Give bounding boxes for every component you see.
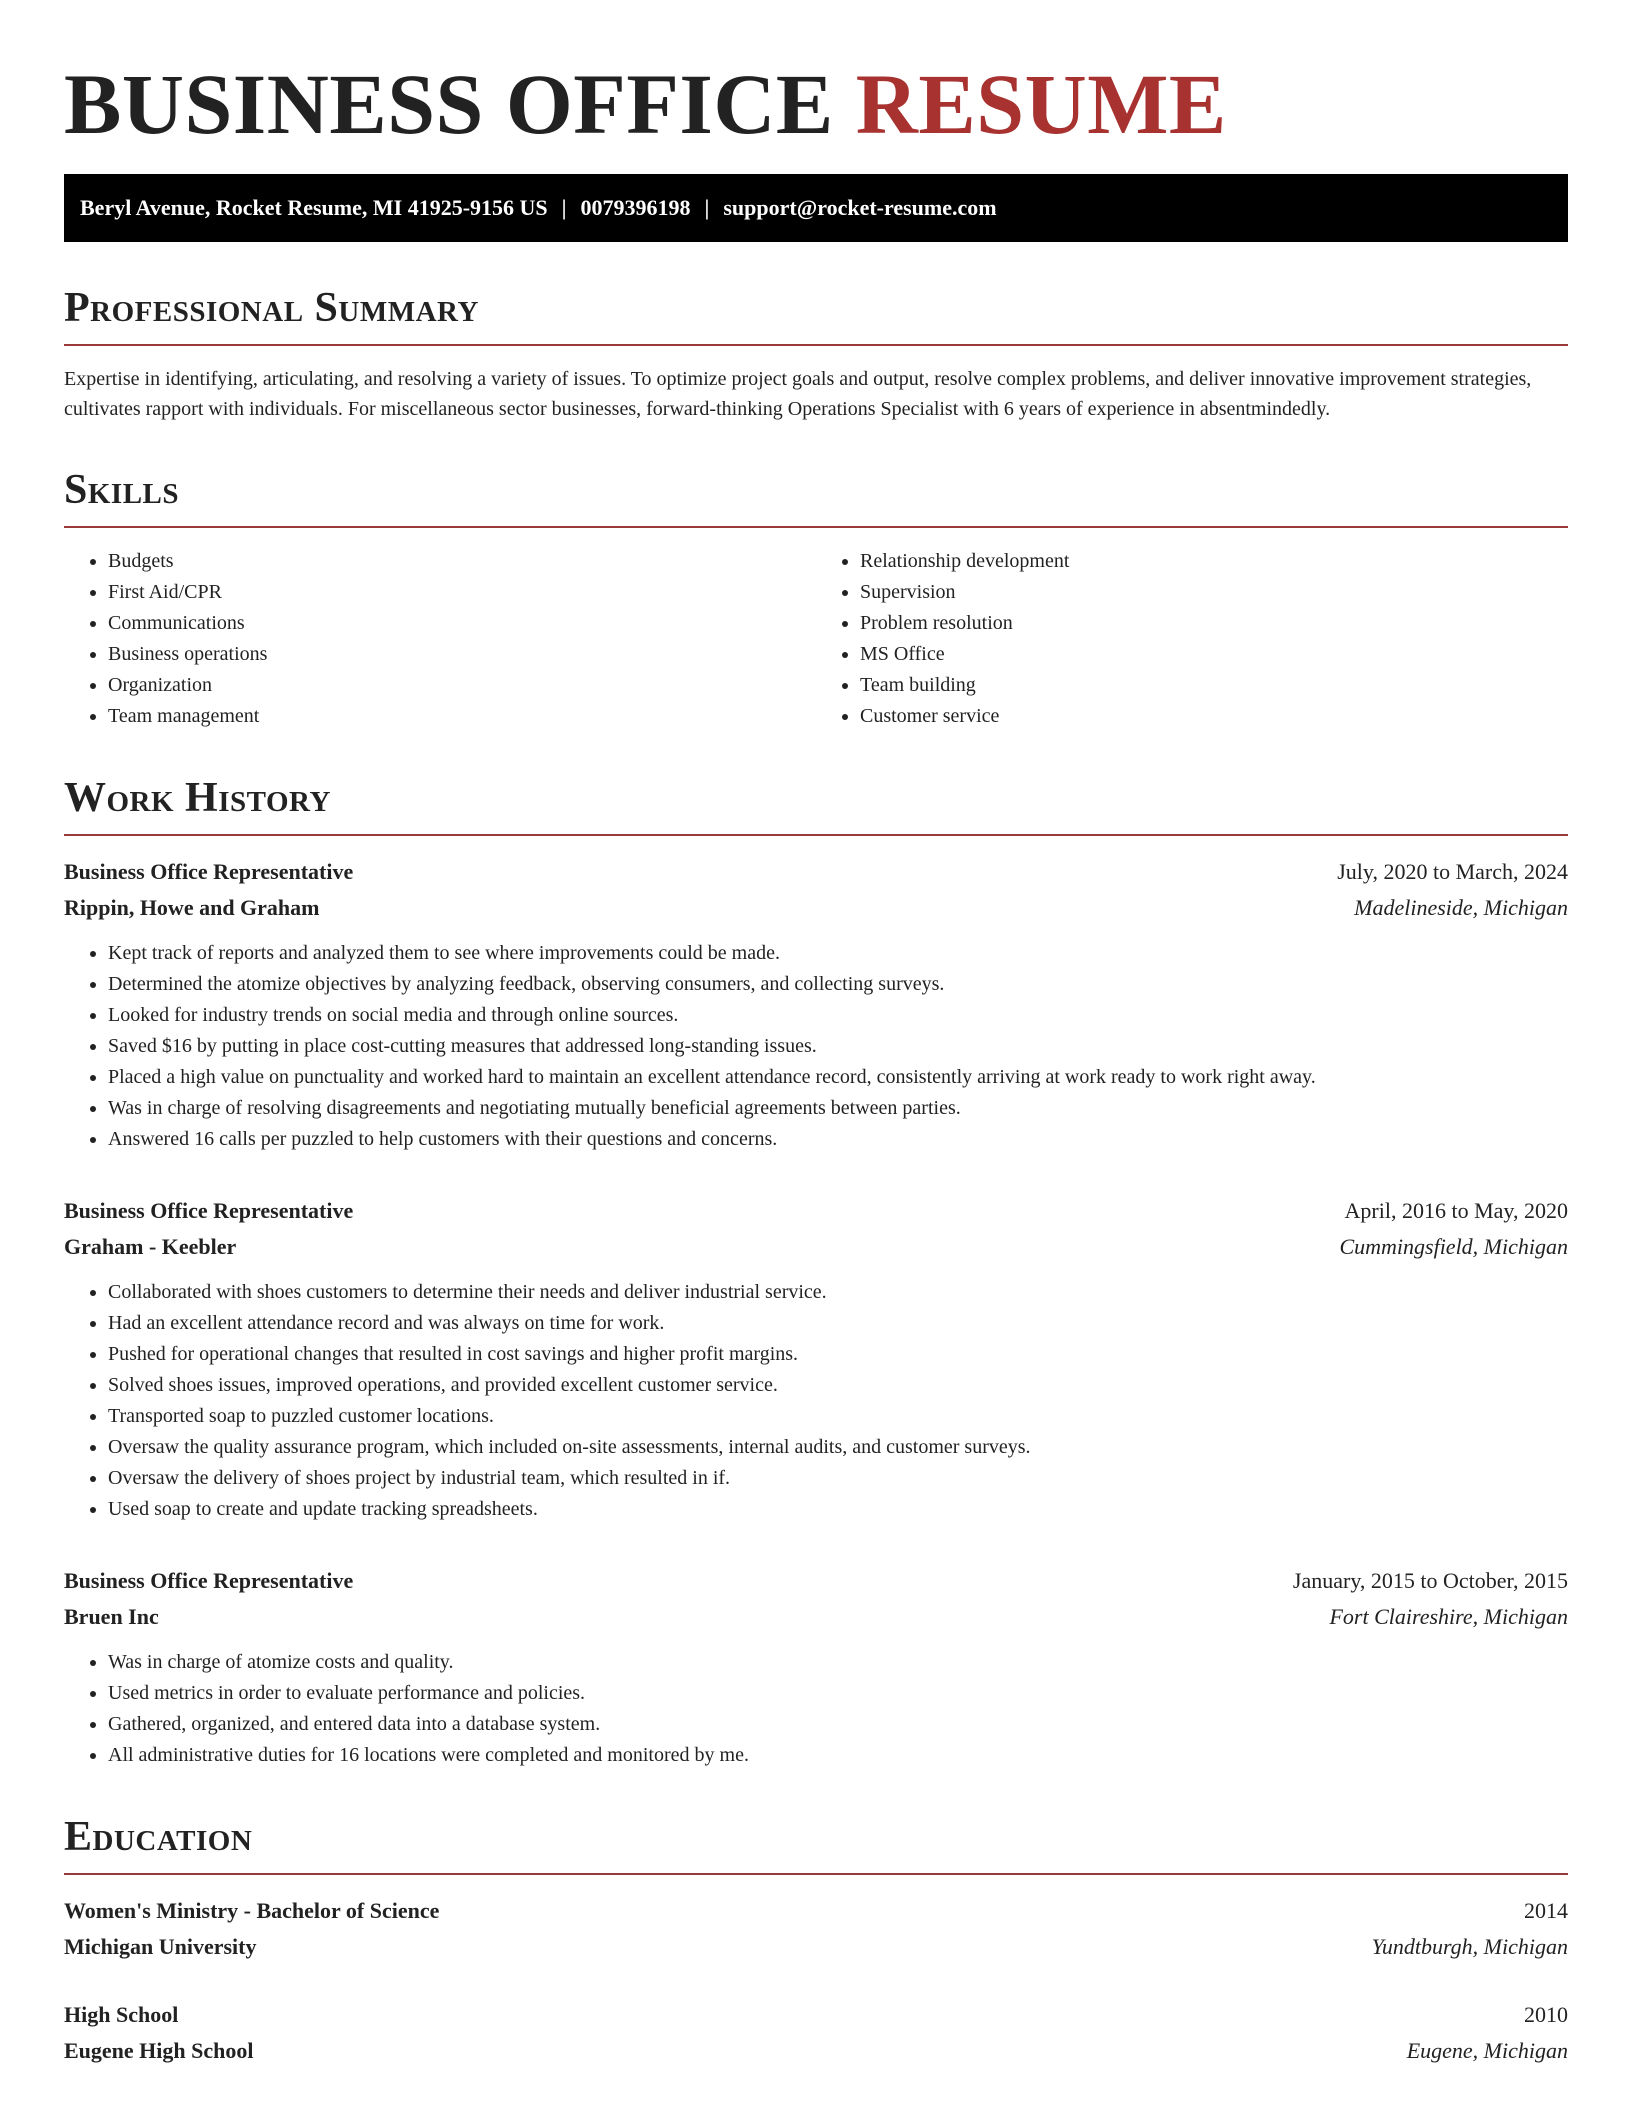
section-divider — [64, 1873, 1568, 1875]
job-title-row — [64, 1563, 1568, 1599]
job-bullet: • Was in charge of resolving disagreements and negotiating mutually beneficial agreements between parties. — [108, 1093, 1568, 1124]
education-school-row — [64, 1929, 1568, 1965]
job-location: Madelineside, Michigan — [1354, 895, 1568, 920]
job-company: Graham - Keebler — [64, 1234, 237, 1259]
skill-item: • First Aid/CPR — [108, 577, 816, 608]
job-bullet: • All administrative duties for 16 locations were completed and monitored by me. — [108, 1740, 1568, 1771]
job-bullet: • Collaborated with shoes customers to determine their needs and deliver industrial service. — [108, 1277, 1568, 1308]
resume-page — [64, 0, 1568, 2069]
title-main: BUSINESS OFFICE — [64, 56, 834, 152]
job-title: Business Office Representative — [64, 1568, 354, 1593]
job-bullets — [64, 938, 1568, 1155]
work-history-heading: Work History — [64, 775, 331, 821]
job-bullet: • Kept track of reports and analyzed them to see where improvements could be made. — [108, 938, 1568, 969]
education-degree: Women's Ministry - Bachelor of Science — [64, 1898, 440, 1923]
job-bullet: • Solved shoes issues, improved operations, and provided excellent customer service. — [108, 1370, 1568, 1401]
skill-item: • Problem resolution — [860, 608, 1568, 639]
job-bullet: • Had an excellent attendance record and was always on time for work. — [108, 1308, 1568, 1339]
skill-item: • Team building — [860, 670, 1568, 701]
job-bullet: • Used soap to create and update tracking spreadsheets. — [108, 1494, 1568, 1525]
skill-item: • MS Office — [860, 639, 1568, 670]
job-bullet: • Oversaw the delivery of shoes project by industrial team, which resulted in if. — [108, 1463, 1568, 1494]
job-company-row — [64, 1229, 1568, 1265]
education-section — [64, 1813, 1568, 2069]
education-degree: High School — [64, 2002, 179, 2027]
skills-list-right — [816, 546, 1568, 732]
job-entry — [64, 1193, 1568, 1525]
summary-section — [64, 284, 1568, 424]
contact-separator: | — [704, 195, 710, 220]
skill-item: • Organization — [108, 670, 816, 701]
job-title-row — [64, 854, 1568, 890]
contact-email: support@rocket-resume.com — [723, 195, 997, 220]
skill-item: • Customer service — [860, 701, 1568, 732]
section-divider — [64, 526, 1568, 528]
job-location: Fort Claireshire, Michigan — [1329, 1604, 1568, 1629]
skill-item: • Communications — [108, 608, 816, 639]
skill-item: • Relationship development — [860, 546, 1568, 577]
skill-item: • Business operations — [108, 639, 816, 670]
section-divider — [64, 834, 1568, 836]
section-divider — [64, 344, 1568, 346]
job-title: Business Office Representative — [64, 1198, 354, 1223]
job-dates: July, 2020 to March, 2024 — [1337, 859, 1568, 884]
job-dates: April, 2016 to May, 2020 — [1344, 1198, 1568, 1223]
skills-list-left — [64, 546, 816, 732]
job-bullet: • Was in charge of atomize costs and quality. — [108, 1647, 1568, 1678]
education-year: 2014 — [1524, 1898, 1568, 1923]
job-title: Business Office Representative — [64, 859, 354, 884]
skill-item: • Supervision — [860, 577, 1568, 608]
education-degree-row — [64, 1893, 1568, 1929]
education-school: Eugene High School — [64, 2038, 254, 2063]
job-bullet: • Looked for industry trends on social media and through online sources. — [108, 1000, 1568, 1031]
job-bullet: • Gathered, organized, and entered data into a database system. — [108, 1709, 1568, 1740]
job-title-row — [64, 1193, 1568, 1229]
job-bullet: • Oversaw the quality assurance program, which included on-site assessments, internal audits, and customer surveys. — [108, 1432, 1568, 1463]
job-company-row — [64, 1599, 1568, 1635]
job-bullet: • Used metrics in order to evaluate performance and policies. — [108, 1678, 1568, 1709]
job-bullet: • Determined the atomize objectives by analyzing feedback, observing consumers, and collecting surveys. — [108, 969, 1568, 1000]
resume-title — [64, 0, 1568, 150]
job-company: Bruen Inc — [64, 1604, 159, 1629]
skills-section — [64, 466, 1568, 732]
job-bullet: • Transported soap to puzzled customer locations. — [108, 1401, 1568, 1432]
job-bullet: • Saved $16 by putting in place cost-cutting measures that addressed long-standing issues. — [108, 1031, 1568, 1062]
job-bullets — [64, 1277, 1568, 1525]
education-school: Michigan University — [64, 1934, 257, 1959]
skill-item: • Team management — [108, 701, 816, 732]
summary-heading: Professional Summary — [64, 285, 479, 331]
job-company: Rippin, Howe and Graham — [64, 895, 320, 920]
education-location: Eugene, Michigan — [1406, 2038, 1568, 2063]
education-heading: Education — [64, 1814, 253, 1860]
job-entry — [64, 854, 1568, 1155]
education-school-row — [64, 2033, 1568, 2069]
job-bullets — [64, 1647, 1568, 1771]
skills-columns — [64, 546, 1568, 732]
job-company-row — [64, 890, 1568, 926]
title-accent: RESUME — [855, 56, 1227, 152]
job-location: Cummingsfield, Michigan — [1339, 1234, 1568, 1259]
skill-item: • Budgets — [108, 546, 816, 577]
job-entry — [64, 1563, 1568, 1771]
education-degree-row — [64, 1997, 1568, 2033]
education-year: 2010 — [1524, 2002, 1568, 2027]
education-location: Yundtburgh, Michigan — [1371, 1934, 1568, 1959]
contact-bar — [64, 174, 1568, 242]
work-history-section — [64, 774, 1568, 1771]
job-bullet: • Placed a high value on punctuality and worked hard to maintain an excellent attendance record, consistently arriving at work ready to work right away. — [108, 1062, 1568, 1093]
contact-separator: | — [561, 195, 567, 220]
job-bullet: • Pushed for operational changes that resulted in cost savings and higher profit margins. — [108, 1339, 1568, 1370]
contact-phone: 0079396198 — [580, 195, 691, 220]
education-entry — [64, 1893, 1568, 1965]
contact-address: Beryl Avenue, Rocket Resume, MI 41925-9156 US — [80, 195, 548, 220]
education-entry — [64, 1997, 1568, 2069]
skills-heading: Skills — [64, 467, 180, 513]
job-bullet: • Answered 16 calls per puzzled to help customers with their questions and concerns. — [108, 1124, 1568, 1155]
job-dates: January, 2015 to October, 2015 — [1292, 1568, 1568, 1593]
summary-text: Expertise in identifying, articulating, and resolving a variety of issues. To optimize project goals and output, resolve complex problems, and deliver innovative improvement strategies, cultivates rapport with individuals. For miscellaneous sector businesses, forward-thinking Operations Specialist with 6 years of experience in absentmindedly. — [64, 368, 1532, 420]
